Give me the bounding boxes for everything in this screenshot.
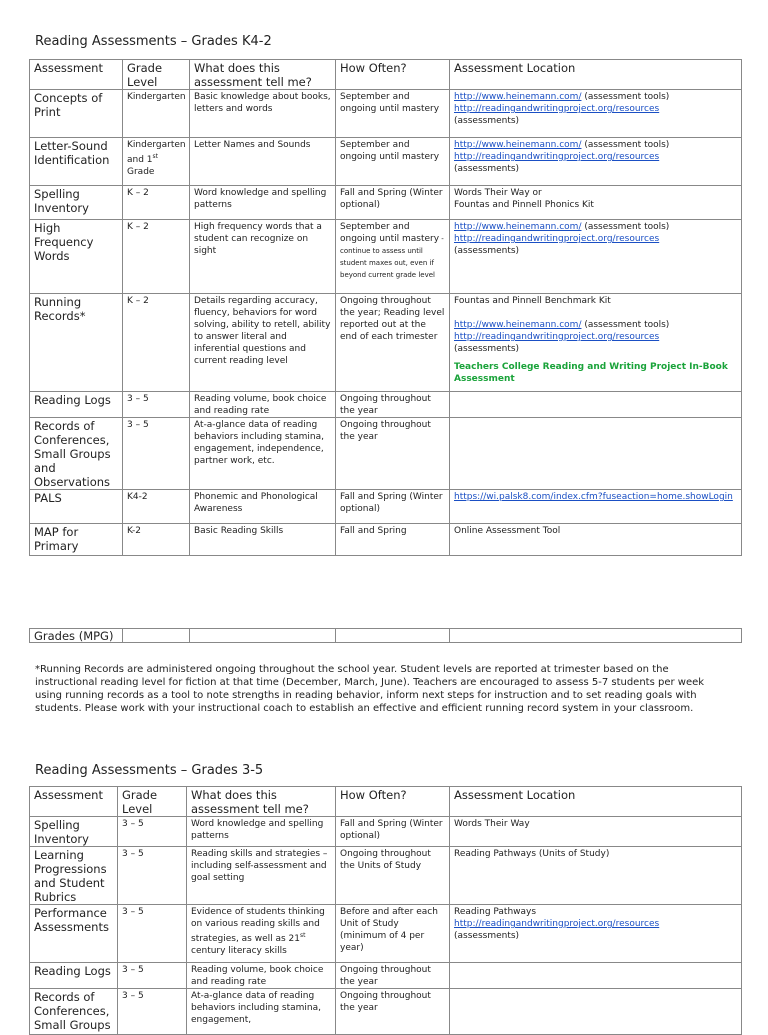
assessment-description: Letter Names and Sounds	[190, 138, 336, 186]
link-note: (assessment tools)	[581, 140, 670, 150]
frequency: Ongoing throughout the Units of Study	[336, 847, 450, 905]
header-how-often: How Often?	[336, 787, 450, 817]
section1-title: Reading Assessments – Grades K4-2	[35, 34, 272, 49]
link-note: (assessments)	[454, 116, 520, 126]
description-text: Evidence of students thinking on various reading skills and strategies, as well as 21	[191, 907, 325, 944]
header-location: Assessment Location	[450, 60, 742, 90]
assessment-description: Reading volume, book choice and reading rate	[190, 392, 336, 418]
grade-level: K-2	[123, 524, 190, 556]
location	[450, 392, 742, 418]
table-row	[30, 629, 742, 643]
assessment-name: Performance Assessments	[30, 905, 118, 963]
description-text: century literacy skills	[191, 946, 287, 956]
frequency: September and ongoing until mastery	[336, 138, 450, 186]
frequency	[336, 220, 450, 294]
link-note: (assessments)	[454, 164, 520, 174]
assessment-name: Reading Logs	[30, 963, 118, 989]
assessment-name: Records of Conferences, Small Groups	[30, 989, 118, 1035]
grade-level: 3 – 5	[123, 392, 190, 418]
assessment-name: Grades (MPG)	[30, 629, 123, 643]
frequency: Fall and Spring (Winter optional)	[336, 186, 450, 220]
assessment-name: Records of Conferences, Small Groups and Observations	[30, 418, 123, 490]
assessment-name: Spelling Inventory	[30, 817, 118, 847]
assessment-description: Reading skills and strategies – including self-assessment and goal setting	[187, 847, 336, 905]
table-row	[30, 90, 742, 138]
table-row	[30, 186, 742, 220]
heinemann-link[interactable]: http://www.heinemann.com/	[454, 320, 582, 330]
assessment-name: Reading Logs	[30, 392, 123, 418]
grade-level: 3 – 5	[118, 847, 187, 905]
section2-title: Reading Assessments – Grades 3-5	[35, 763, 264, 778]
assessment-name: Concepts of Print	[30, 90, 123, 138]
assessment-name: PALS	[30, 490, 123, 524]
table-row	[30, 989, 742, 1035]
header-assessment: Assessment	[30, 787, 118, 817]
grade-level: K – 2	[123, 220, 190, 294]
assessment-name: Learning Progressions and Student Rubrics	[30, 847, 118, 905]
grade-level: K – 2	[123, 186, 190, 220]
header-how-often: How Often?	[336, 60, 450, 90]
frequency: Fall and Spring (Winter optional)	[336, 490, 450, 524]
location: Online Assessment Tool	[450, 524, 742, 556]
link-note: (assessments)	[454, 931, 520, 941]
grade-level: 3 – 5	[118, 817, 187, 847]
continued-row-table	[29, 628, 742, 643]
table-row	[30, 524, 742, 556]
table-row	[30, 490, 742, 524]
location	[450, 490, 742, 524]
assessment-description: At-a-glance data of reading behaviors including stamina, engagement, independence, partner work, etc.	[190, 418, 336, 490]
table-row	[30, 294, 742, 392]
assessment-description	[187, 905, 336, 963]
empty-cell	[336, 629, 450, 643]
location	[450, 963, 742, 989]
table-row	[30, 138, 742, 186]
running-records-footnote: *Running Records are administered ongoing throughout the school year. Student levels are reported at trimester based on the instructional reading level for fiction at that time (December, March, June). Teachers are encouraged to assess 5-7 students per week using running records as a tool to note strengths in reading behavior, inform next steps for instruction and to set reading goals with students. Please work with your instructional coach to establish an effective and efficient running record system in your classroom.	[35, 664, 705, 714]
frequency: Before and after each Unit of Study (minimum of 4 per year)	[336, 905, 450, 963]
location	[450, 989, 742, 1035]
header-assessment: Assessment	[30, 60, 123, 90]
grade-text: Kindergarten and 1	[127, 140, 186, 165]
location	[450, 138, 742, 186]
table-row	[30, 847, 742, 905]
assessment-name: Spelling Inventory	[30, 186, 123, 220]
location-line: Reading Pathways	[454, 907, 537, 917]
table-row	[30, 392, 742, 418]
tcrwp-resources-link[interactable]: http://readingandwritingproject.org/resources	[454, 332, 660, 342]
assessment-description: At-a-glance data of reading behaviors including stamina, engagement,	[187, 989, 336, 1035]
header-what: What does this assessment tell me?	[190, 60, 336, 90]
link-note: (assessments)	[454, 344, 520, 354]
location	[450, 418, 742, 490]
location	[450, 186, 742, 220]
frequency: Fall and Spring (Winter optional)	[336, 817, 450, 847]
frequency: Ongoing throughout the year	[336, 392, 450, 418]
location	[450, 90, 742, 138]
table-row	[30, 418, 742, 490]
header-what: What does this assessment tell me?	[187, 787, 336, 817]
location	[450, 220, 742, 294]
assessment-description: Reading volume, book choice and reading rate	[187, 963, 336, 989]
frequency: Ongoing throughout the year; Reading level reported out at the end of each trimester	[336, 294, 450, 392]
grade-level: 3 – 5	[118, 963, 187, 989]
assessment-name: Running Records*	[30, 294, 123, 392]
grade-text: Grade	[127, 167, 155, 177]
location: Reading Pathways (Units of Study)	[450, 847, 742, 905]
grade-level: 3 – 5	[123, 418, 190, 490]
grade-level: Kindergarten	[123, 90, 190, 138]
header-grade-level: Grade Level	[118, 787, 187, 817]
link-note: (assessment tools)	[581, 222, 670, 232]
k4-2-assessment-table	[29, 59, 742, 556]
table-header-row	[30, 60, 742, 90]
table-row	[30, 963, 742, 989]
tcrwp-in-book-assessment: Teachers College Reading and Writing Project In-Book Assessment	[454, 362, 728, 384]
grade-level: K4-2	[123, 490, 190, 524]
assessment-description: Basic knowledge about books, letters and words	[190, 90, 336, 138]
assessment-description: Word knowledge and spelling patterns	[187, 817, 336, 847]
frequency: Ongoing throughout the year	[336, 418, 450, 490]
header-location: Assessment Location	[450, 787, 742, 817]
tcrwp-resources-link[interactable]: http://readingandwritingproject.org/resources	[454, 104, 660, 114]
assessment-name: Letter-Sound Identification	[30, 138, 123, 186]
grades-3-5-assessment-table	[29, 786, 742, 1035]
heinemann-link[interactable]: http://www.heinemann.com/	[454, 92, 582, 102]
heinemann-link[interactable]: http://www.heinemann.com/	[454, 222, 582, 232]
empty-cell	[190, 629, 336, 643]
description-superscript: st	[300, 932, 306, 939]
link-note: (assessments)	[454, 246, 520, 256]
frequency-note: -continue to assess until student maxes out, even if beyond current grade level	[340, 235, 444, 279]
header-grade-level: Grade Level	[123, 60, 190, 90]
assessment-description: Details regarding accuracy, fluency, behaviors for word solving, ability to retell, ability to answer literal and inferential questions and current reading level	[190, 294, 336, 392]
frequency-text: September and ongoing until mastery	[340, 222, 440, 244]
location-line: Words Their Way or	[454, 188, 542, 198]
assessment-description: Phonemic and Phonological Awareness	[190, 490, 336, 524]
assessment-description: Basic Reading Skills	[190, 524, 336, 556]
pals-link[interactable]: https://wi.palsk8.com/index.cfm?fuseaction=home.showLogin	[454, 492, 733, 502]
assessment-description: High frequency words that a student can recognize on sight	[190, 220, 336, 294]
table-row	[30, 905, 742, 963]
location	[450, 905, 742, 963]
link-note: (assessment tools)	[581, 320, 670, 330]
table-row	[30, 817, 742, 847]
link-note: (assessment tools)	[581, 92, 670, 102]
grade-superscript: st	[152, 153, 159, 160]
tcrwp-resources-link[interactable]: http://readingandwritingproject.org/resources	[454, 234, 660, 244]
grade-level	[123, 138, 190, 186]
location-line: Fountas and Pinnell Benchmark Kit	[454, 296, 611, 306]
frequency: Fall and Spring	[336, 524, 450, 556]
grade-level: 3 – 5	[118, 989, 187, 1035]
location	[450, 294, 742, 392]
location: Words Their Way	[450, 817, 742, 847]
empty-cell	[450, 629, 742, 643]
grade-level: K – 2	[123, 294, 190, 392]
assessment-description: Word knowledge and spelling patterns	[190, 186, 336, 220]
table-header-row	[30, 787, 742, 817]
frequency: Ongoing throughout the year	[336, 989, 450, 1035]
assessment-name: High Frequency Words	[30, 220, 123, 294]
grade-level: 3 – 5	[118, 905, 187, 963]
empty-cell	[123, 629, 190, 643]
assessment-name: MAP for Primary	[30, 524, 123, 556]
table-row	[30, 220, 742, 294]
heinemann-link[interactable]: http://www.heinemann.com/	[454, 140, 582, 150]
tcrwp-resources-link[interactable]: http://readingandwritingproject.org/resources	[454, 919, 660, 929]
tcrwp-resources-link[interactable]: http://readingandwritingproject.org/resources	[454, 152, 660, 162]
location-line: Fountas and Pinnell Phonics Kit	[454, 200, 594, 210]
frequency: Ongoing throughout the year	[336, 963, 450, 989]
frequency: September and ongoing until mastery	[336, 90, 450, 138]
